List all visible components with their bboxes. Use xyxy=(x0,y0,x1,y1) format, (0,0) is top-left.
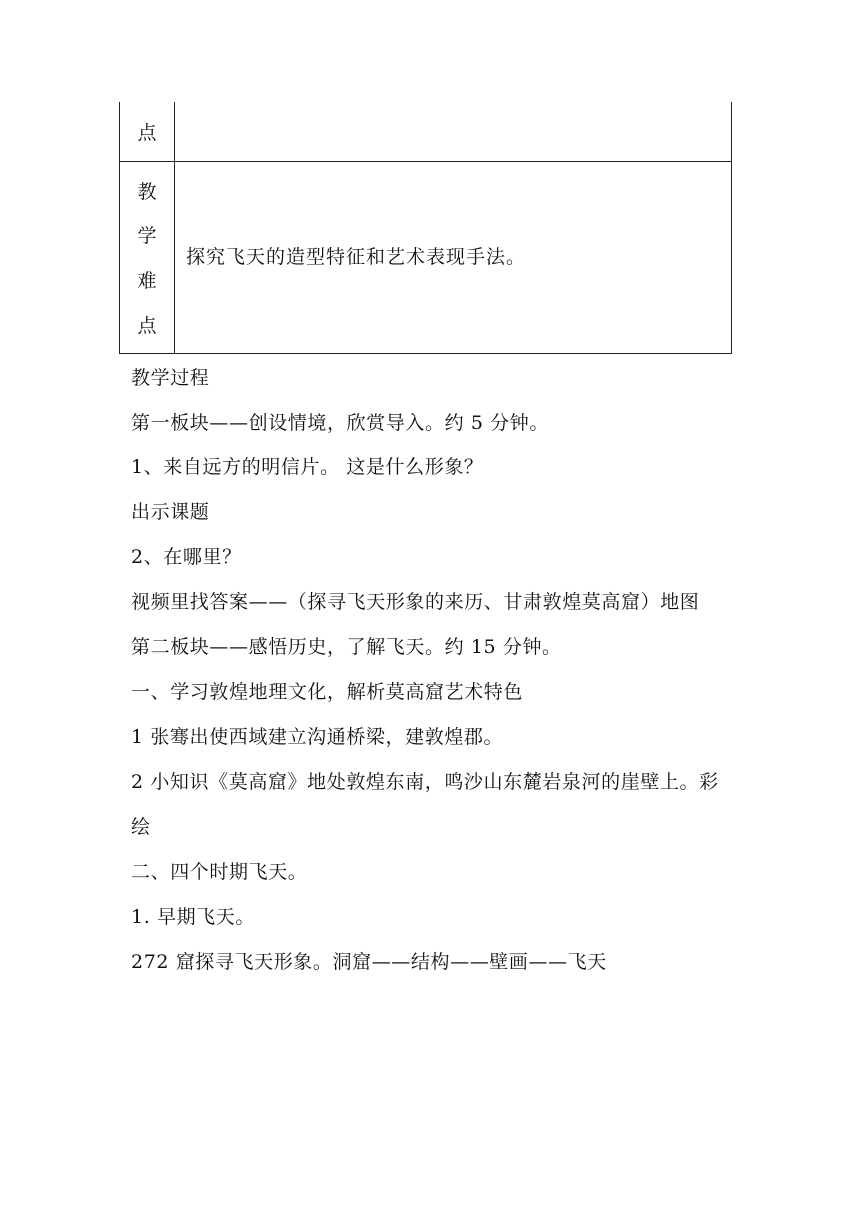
table-border-bottom xyxy=(119,353,732,354)
table-row-divider xyxy=(119,161,732,162)
table-border-right xyxy=(731,102,732,354)
row2-label-char: 教 xyxy=(137,181,157,203)
paragraph-line: 272 窟探寻飞天形象。洞窟——结构——壁画——飞天 xyxy=(131,951,607,973)
section-heading: 教学过程 xyxy=(131,367,210,389)
row2-label-char: 点 xyxy=(137,315,157,337)
paragraph-line: 1 张骞出使西域建立沟通桥梁，建敦煌郡。 xyxy=(131,726,504,748)
paragraph-line: 绘 xyxy=(131,816,151,838)
table-border-left xyxy=(119,102,120,354)
row2-label-char: 学 xyxy=(137,225,157,247)
paragraph-line: 2 小知识《莫高窟》地处敦煌东南，鸣沙山东麓岩泉河的崖壁上。彩 xyxy=(131,771,719,793)
paragraph-line: 1. 早期飞天。 xyxy=(131,906,255,928)
paragraph-line: 一、学习敦煌地理文化，解析莫高窟艺术特色 xyxy=(131,681,524,703)
paragraph-line: 2、在哪里？ xyxy=(131,546,242,568)
row1-label-char: 点 xyxy=(137,122,157,144)
row2-label-char: 难 xyxy=(137,270,157,292)
paragraph-line: 出示课题 xyxy=(131,501,210,523)
paragraph-line: 第二板块——感悟历史，了解飞天。约 15 分钟。 xyxy=(131,636,562,658)
paragraph-line: 视频里找答案——（探寻飞天形象的来历、甘肃敦煌莫高窟）地图 xyxy=(131,591,700,613)
table-divider-column xyxy=(174,102,175,354)
paragraph-line: 第一板块——创设情境，欣赏导入。约 5 分钟。 xyxy=(131,412,549,434)
teaching-difficulty-text: 探究飞天的造型特征和艺术表现手法。 xyxy=(186,246,527,268)
paragraph-line: 二、四个时期飞天。 xyxy=(131,861,308,883)
paragraph-line: 1、来自远方的明信片。 这是什么形象？ xyxy=(131,456,484,478)
lesson-plan-table xyxy=(119,102,732,354)
